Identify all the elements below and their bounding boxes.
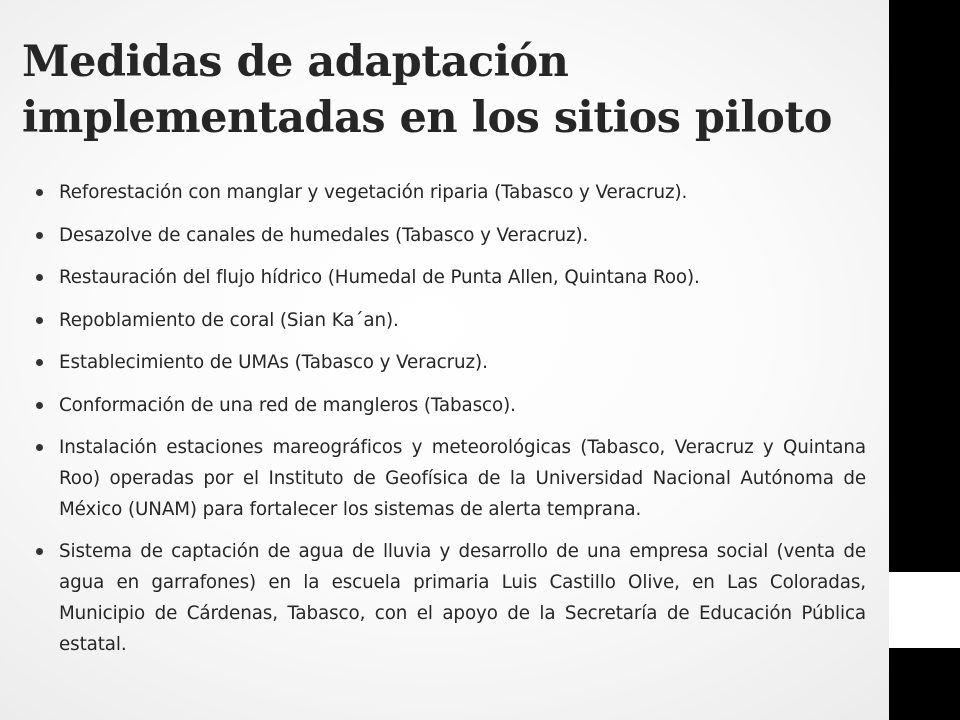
bullet-text: Restauración del flujo hídrico (Humedal de Punta Allen, Quintana Roo). bbox=[59, 267, 700, 288]
bullet-icon bbox=[36, 359, 43, 366]
bullet-item bbox=[34, 432, 866, 525]
bullet-text: Sistema de captación de agua de lluvia y desarrollo de una empresa social (venta de agua en garrafones) en la escuela primaria Luis Castillo Olive, en Las Coloradas, Municipio de Cárdenas, Tabasco, con el apoyo de la Secretaría de Educación Pública estatal. bbox=[59, 541, 866, 655]
bullet-text: Desazolve de canales de humedales (Tabasco y Veracruz). bbox=[59, 224, 589, 246]
bullet-text: Repoblamiento de coral (Sian Ka´an). bbox=[59, 309, 399, 331]
bullet-list bbox=[34, 177, 866, 672]
bullet-item bbox=[34, 536, 866, 660]
bullet-icon bbox=[36, 402, 43, 409]
bullet-item bbox=[34, 347, 866, 378]
bullet-icon bbox=[36, 444, 43, 451]
slide-title bbox=[22, 34, 960, 146]
bullet-icon bbox=[36, 317, 43, 324]
bullet-icon bbox=[36, 274, 43, 281]
bullet-text: Conformación de una red de mangleros (Tabasco). bbox=[59, 394, 516, 416]
bullet-text: Establecimiento de UMAs (Tabasco y Veracruz). bbox=[59, 352, 488, 373]
bullet-text: Instalación estaciones mareográficos y meteorológicas (Tabasco, Veracruz y Quintana Roo) operadas por el Instituto de Geofísica de la Universidad Nacional Autónoma de México (UNAM) para fortalecer los sistemas de alerta temprana. bbox=[59, 437, 866, 520]
bullet-icon bbox=[36, 232, 43, 239]
bullet-item bbox=[34, 390, 866, 421]
bullet-text: Reforestación con manglar y vegetación riparia (Tabasco y Veracruz). bbox=[59, 182, 688, 203]
slide-title-line-1: Medidas de adaptación bbox=[22, 37, 569, 87]
bullet-item bbox=[34, 177, 866, 208]
bullet-icon bbox=[36, 189, 43, 196]
bullet-item bbox=[34, 220, 866, 251]
right-black-bar bbox=[889, 0, 960, 720]
bullet-item bbox=[34, 305, 866, 336]
bullet-item bbox=[34, 262, 866, 293]
bullet-icon bbox=[36, 548, 43, 555]
right-bar-gap bbox=[889, 572, 960, 648]
slide-title-line-2: implementadas en los sitios piloto bbox=[22, 93, 832, 143]
